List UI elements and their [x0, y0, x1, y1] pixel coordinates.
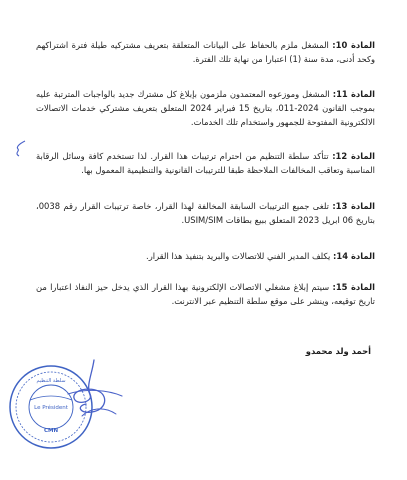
handwritten-signature [46, 356, 136, 426]
article-text: سيتم إبلاغ مشغلي الاتصالات الإلكترونية بهذا القرار الذي يدخل حيز النفاذ اعتبارا من تاريخ توقيعه، وينشر على موقع سلطة التنظيم عبر الانترنت. [36, 282, 375, 306]
article-label: المادة 12: [332, 151, 375, 161]
seal-text-middle: Le Président [34, 405, 68, 411]
seal-text-top: سلطة التنظيم [36, 378, 66, 384]
article-label: المادة 14: [333, 251, 375, 261]
seal-text-bottom: CMN [43, 428, 59, 434]
article-11 [36, 87, 375, 129]
article-text: تتأكد سلطة التنظيم من احترام ترتيبات هذا القرار. لذا تستخدم كافة وسائل الرقابة المناسبة وتعاقب المخالفات الملاحظة طبقا للترتيبات القانونية والتنظيمية المعمول بها. [36, 151, 375, 175]
article-text: تلغى جميع الترتيبات السابقة المخالفة لهذا القرار، خاصة ترتيبات القرار رقم 0038، بتاريخ 06 ابريل 2023 المتعلق ببيع بطاقات USIM/SIM. [36, 201, 375, 225]
article-10 [36, 38, 375, 66]
article-15 [36, 280, 375, 308]
article-12 [36, 149, 375, 177]
article-label: المادة 15: [332, 282, 375, 292]
article-label: المادة 10: [332, 40, 375, 50]
article-text: المشغل ملزم بالحفاظ على البيانات المتعلقة بتعريف مشتركيه طيلة فترة اشتراكهم وكحد أدنى، مدة سنة (1) اعتبارا من نهاية تلك الفترة. [36, 40, 375, 64]
article-label: المادة 11: [332, 89, 376, 99]
decision-document-body [36, 38, 375, 329]
article-13 [36, 199, 375, 227]
article-label: المادة 13: [332, 201, 375, 211]
pen-annotation-mark [10, 138, 32, 160]
article-14 [36, 249, 375, 263]
article-text: المشغل وموزعوه المعتمدون ملزمون بإبلاغ كل مشترك جديد بالواجبات المترتبة عليه بموجب القانون 2024-011، بتاريخ 15 فبراير 2024 المتعلق بتعريف مشتركي خدمات الاتصالات الالكترونية المفتوحة للجمهور واستخدام تلك الخدمات. [36, 89, 375, 127]
article-text: يكلف المدير الفني للاتصالات والبريد بتنفيذ هذا القرار. [146, 251, 331, 261]
signatory-name: أحمد ولد محمدو [305, 346, 371, 356]
